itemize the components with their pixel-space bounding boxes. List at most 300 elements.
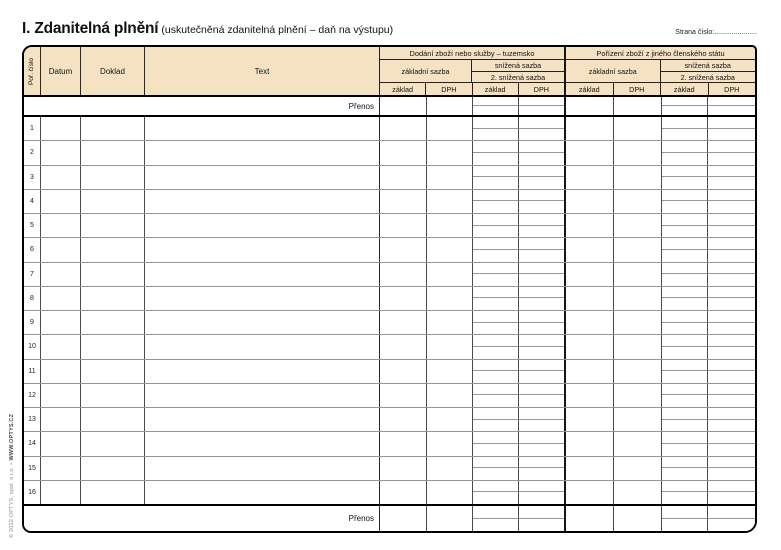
cell-reduced-pair (473, 360, 564, 383)
cell-document (81, 141, 145, 164)
row-values (380, 287, 755, 310)
cell-reduced-base (662, 190, 709, 202)
cell-document (81, 311, 145, 334)
cell-basic-vat (427, 190, 474, 213)
header-row-number-label: Poř. číslo (28, 57, 36, 85)
cell-date (41, 432, 81, 455)
cell-second-reduced-vat (708, 298, 755, 310)
subheader-base: základ (473, 83, 519, 95)
row-values (380, 190, 755, 213)
group-title-eu: Pořízení zboží z jiného členského státu (566, 47, 755, 60)
group-title-domestic: Dodání zboží nebo služby – tuzemsko (380, 47, 564, 60)
cell-date (41, 384, 81, 407)
cell-reduced-pair (662, 214, 756, 237)
cell-basic-base (380, 117, 427, 140)
table-row (24, 311, 755, 335)
cell-date (41, 287, 81, 310)
cell-basic-base (566, 360, 614, 383)
cell-reduced-vat (708, 481, 755, 493)
cell-date (41, 481, 81, 504)
cell-date (41, 190, 81, 213)
value-group-domestic (380, 117, 566, 140)
carry-forward-row-top (24, 97, 755, 117)
cell-basic-base (566, 481, 614, 504)
cell-second-reduced-vat (519, 347, 565, 359)
row-values (380, 214, 755, 237)
cell-basic-vat (614, 311, 662, 334)
second-reduced-rate-label: 2. snížená sazba (680, 72, 735, 82)
cell-text (145, 238, 380, 261)
cell-second-reduced-vat (519, 106, 565, 115)
cell-basic-base (380, 311, 427, 334)
form-table (22, 45, 757, 533)
cell-basic-base (566, 214, 614, 237)
cell-second-reduced-vat (519, 274, 565, 286)
cell-reduced-base (473, 263, 519, 275)
cell-text (145, 117, 380, 140)
cell-second-reduced-vat (708, 226, 755, 238)
row-number: 13 (24, 408, 41, 431)
cell-second-reduced-vat (708, 153, 755, 165)
carry-forward-label: Přenos (24, 97, 380, 115)
table-row (24, 141, 755, 165)
value-group-domestic (380, 97, 566, 115)
row-values (380, 238, 755, 261)
header-document: Doklad (81, 47, 145, 95)
cell-second-reduced-base (473, 274, 519, 286)
cell-basic-base (380, 214, 427, 237)
cell-reduced-vat (708, 432, 755, 444)
cell-second-reduced-vat (519, 371, 565, 383)
header-row-number (24, 47, 41, 95)
cell-basic-base (566, 457, 614, 480)
row-number: 8 (24, 287, 41, 310)
cell-reduced-base (662, 360, 709, 372)
cell-second-reduced-vat (708, 519, 755, 532)
table-header (24, 47, 755, 97)
value-group-domestic (380, 481, 566, 504)
cell-second-reduced-vat (708, 323, 755, 335)
cell-reduced-pair (662, 481, 756, 504)
cell-basic-base (380, 141, 427, 164)
cell-reduced-base (473, 117, 519, 129)
cell-reduced-vat (519, 506, 565, 519)
subheader-columns (380, 83, 564, 95)
cell-basic-base (380, 457, 427, 480)
cell-reduced-base (473, 141, 519, 153)
cell-date (41, 311, 81, 334)
basic-rate-label: základní sazba (380, 60, 472, 82)
cell-second-reduced-base (662, 177, 709, 189)
cell-reduced-pair (473, 214, 564, 237)
cell-reduced-vat (708, 263, 755, 275)
reduced-rate-label: snížená sazba (472, 60, 564, 72)
cell-basic-base (566, 506, 614, 531)
cell-basic-base (380, 384, 427, 407)
cell-text (145, 190, 380, 213)
cell-reduced-base (662, 432, 709, 444)
row-number: 11 (24, 360, 41, 383)
row-values (380, 263, 755, 286)
cell-second-reduced-base (473, 468, 519, 480)
cell-reduced-base (662, 117, 709, 129)
cell-basic-base (566, 408, 614, 431)
cell-document (81, 335, 145, 358)
value-group-domestic (380, 335, 566, 358)
cell-text (145, 481, 380, 504)
table-row (24, 214, 755, 238)
cell-second-reduced-base (473, 371, 519, 383)
carry-forward-values (380, 97, 755, 115)
table-row (24, 457, 755, 481)
cell-second-reduced-vat (519, 129, 565, 141)
cell-second-reduced-vat (519, 177, 565, 189)
cell-reduced-base (473, 166, 519, 178)
value-group-eu (566, 166, 755, 189)
cell-document (81, 384, 145, 407)
cell-second-reduced-vat (519, 492, 565, 504)
value-group-eu (566, 384, 755, 407)
cell-basic-base (380, 97, 427, 115)
cell-reduced-vat (519, 238, 565, 250)
cell-second-reduced-vat (708, 371, 755, 383)
value-group-eu (566, 457, 755, 480)
row-number: 7 (24, 263, 41, 286)
cell-date (41, 141, 81, 164)
cell-basic-base (566, 190, 614, 213)
group-rates-domestic (380, 60, 564, 83)
cell-reduced-pair (662, 506, 756, 531)
cell-date (41, 457, 81, 480)
value-group-domestic (380, 506, 566, 531)
cell-second-reduced-base (473, 226, 519, 238)
cell-second-reduced-base (473, 153, 519, 165)
cell-reduced-pair (473, 263, 564, 286)
cell-document (81, 238, 145, 261)
cell-text (145, 360, 380, 383)
cell-reduced-base (473, 432, 519, 444)
cell-basic-base (380, 432, 427, 455)
value-group-domestic (380, 141, 566, 164)
cell-basic-vat (427, 141, 474, 164)
cell-text (145, 263, 380, 286)
cell-second-reduced-vat (519, 395, 565, 407)
cell-reduced-base (662, 408, 709, 420)
value-group-eu (566, 432, 755, 455)
row-values (380, 408, 755, 431)
cell-second-reduced-base (662, 201, 709, 213)
cell-basic-vat (614, 214, 662, 237)
value-group-domestic (380, 166, 566, 189)
cell-second-reduced-vat (519, 201, 565, 213)
cell-basic-base (566, 166, 614, 189)
cell-basic-vat (614, 141, 662, 164)
cell-second-reduced-base (662, 129, 709, 141)
cell-date (41, 263, 81, 286)
cell-basic-base (380, 335, 427, 358)
value-group-eu (566, 408, 755, 431)
cell-basic-base (380, 238, 427, 261)
row-number: 2 (24, 141, 41, 164)
cell-basic-vat (427, 311, 474, 334)
cell-reduced-vat (519, 384, 565, 396)
cell-second-reduced-vat (519, 519, 565, 532)
cell-text (145, 408, 380, 431)
cell-basic-vat (427, 481, 474, 504)
row-number: 9 (24, 311, 41, 334)
value-group-eu (566, 190, 755, 213)
cell-second-reduced-base (473, 395, 519, 407)
cell-reduced-vat (708, 117, 755, 129)
cell-basic-vat (614, 481, 662, 504)
cell-second-reduced-vat (708, 468, 755, 480)
cell-basic-vat (427, 263, 474, 286)
page-title (22, 20, 393, 38)
table-row (24, 335, 755, 359)
cell-second-reduced-base (473, 323, 519, 335)
header-group-domestic (380, 47, 566, 95)
cell-second-reduced-base (473, 347, 519, 359)
cell-basic-base (566, 311, 614, 334)
value-group-eu (566, 311, 755, 334)
table-row (24, 117, 755, 141)
website-text: WWW.OPTYS.CZ (9, 413, 15, 461)
cell-basic-vat (614, 166, 662, 189)
cell-reduced-base (662, 481, 709, 493)
cell-second-reduced-vat (708, 347, 755, 359)
subheader-vat: DPH (426, 83, 472, 95)
cell-reduced-vat (519, 263, 565, 275)
cell-basic-base (566, 335, 614, 358)
cell-basic-vat (427, 117, 474, 140)
subheader-base: základ (661, 83, 709, 95)
cell-reduced-base (473, 506, 519, 519)
bullet-separator: • (9, 462, 15, 465)
value-group-domestic (380, 214, 566, 237)
row-values (380, 141, 755, 164)
cell-second-reduced-vat (708, 492, 755, 504)
reduced-rates (472, 60, 564, 82)
cell-basic-base (566, 238, 614, 261)
header-date: Datum (41, 47, 81, 95)
cell-date (41, 360, 81, 383)
cell-second-reduced-base (662, 226, 709, 238)
cell-document (81, 432, 145, 455)
cell-reduced-vat (708, 335, 755, 347)
cell-reduced-vat (519, 214, 565, 226)
cell-reduced-pair (662, 263, 756, 286)
cell-text (145, 287, 380, 310)
cell-reduced-base (473, 311, 519, 323)
cell-reduced-pair (473, 335, 564, 358)
cell-date (41, 117, 81, 140)
row-values (380, 481, 755, 504)
cell-reduced-vat (708, 408, 755, 420)
cell-text (145, 214, 380, 237)
cell-basic-base (380, 360, 427, 383)
cell-reduced-pair (473, 311, 564, 334)
cell-reduced-vat (519, 117, 565, 129)
cell-reduced-base (662, 311, 709, 323)
cell-basic-vat (427, 432, 474, 455)
cell-basic-vat (614, 97, 662, 115)
cell-reduced-pair (473, 384, 564, 407)
carry-forward-label: Přenos (24, 506, 380, 531)
cell-basic-vat (427, 360, 474, 383)
cell-second-reduced-base (662, 395, 709, 407)
cell-date (41, 335, 81, 358)
cell-reduced-pair (662, 335, 756, 358)
cell-document (81, 263, 145, 286)
table-row (24, 166, 755, 190)
cell-reduced-base (662, 384, 709, 396)
cell-text (145, 432, 380, 455)
cell-text (145, 166, 380, 189)
cell-reduced-vat (708, 287, 755, 299)
value-group-domestic (380, 457, 566, 480)
row-values (380, 311, 755, 334)
cell-document (81, 214, 145, 237)
cell-second-reduced-vat (519, 323, 565, 335)
cell-basic-vat (614, 506, 662, 531)
cell-basic-base (380, 166, 427, 189)
cell-reduced-base (662, 457, 709, 469)
cell-reduced-vat (519, 141, 565, 153)
cell-second-reduced-base (662, 492, 709, 504)
cell-reduced-base (662, 335, 709, 347)
cell-text (145, 335, 380, 358)
cell-reduced-vat (519, 335, 565, 347)
cell-text (145, 311, 380, 334)
cell-reduced-pair (473, 117, 564, 140)
cell-reduced-pair (662, 141, 756, 164)
cell-reduced-pair (473, 287, 564, 310)
cell-reduced-vat (519, 457, 565, 469)
cell-document (81, 481, 145, 504)
cell-basic-base (380, 263, 427, 286)
cell-reduced-vat (708, 311, 755, 323)
cell-reduced-pair (473, 408, 564, 431)
cell-basic-vat (427, 457, 474, 480)
cell-basic-base (380, 481, 427, 504)
cell-document (81, 117, 145, 140)
cell-basic-base (566, 432, 614, 455)
row-number: 10 (24, 335, 41, 358)
cell-basic-base (566, 384, 614, 407)
cell-basic-base (566, 141, 614, 164)
row-number: 14 (24, 432, 41, 455)
value-group-domestic (380, 287, 566, 310)
cell-reduced-pair (473, 432, 564, 455)
cell-reduced-base (662, 263, 709, 275)
cell-reduced-vat (519, 432, 565, 444)
value-group-domestic (380, 190, 566, 213)
value-group-domestic (380, 311, 566, 334)
cell-reduced-vat (519, 190, 565, 202)
table-row (24, 263, 755, 287)
cell-basic-vat (614, 263, 662, 286)
cell-basic-base (566, 97, 614, 115)
subheader-vat: DPH (533, 84, 549, 94)
subheader-columns (566, 83, 755, 95)
cell-basic-vat (427, 97, 474, 115)
row-number: 6 (24, 238, 41, 261)
cell-reduced-vat (519, 287, 565, 299)
cell-second-reduced-base (662, 347, 709, 359)
cell-basic-vat (614, 432, 662, 455)
cell-basic-base (380, 287, 427, 310)
cell-second-reduced-base (473, 177, 519, 189)
row-number: 12 (24, 384, 41, 407)
cell-second-reduced-base (662, 153, 709, 165)
cell-basic-base (380, 190, 427, 213)
cell-second-reduced-vat (708, 177, 755, 189)
page-top-bar (22, 20, 757, 38)
cell-reduced-pair (662, 190, 756, 213)
subheader-vat: DPH (724, 84, 740, 94)
data-rows (24, 117, 755, 504)
subheader-base: základ (566, 83, 614, 95)
row-values (380, 432, 755, 455)
cell-basic-base (380, 408, 427, 431)
cell-reduced-base (473, 384, 519, 396)
cell-reduced-base (662, 238, 709, 250)
cell-reduced-vat (708, 360, 755, 372)
cell-reduced-base (662, 506, 709, 519)
cell-reduced-pair (473, 506, 564, 531)
cell-basic-vat (614, 117, 662, 140)
basic-rate-label: základní sazba (566, 60, 661, 82)
cell-second-reduced-base (662, 274, 709, 286)
row-number: 4 (24, 190, 41, 213)
cell-document (81, 287, 145, 310)
group-rates-eu (566, 60, 755, 83)
cell-basic-vat (427, 214, 474, 237)
cell-second-reduced-base (662, 106, 709, 115)
cell-basic-vat (614, 360, 662, 383)
cell-second-reduced-vat (708, 250, 755, 262)
cell-second-reduced-vat (708, 129, 755, 141)
header-group-eu (566, 47, 755, 95)
cell-second-reduced-base (662, 468, 709, 480)
value-group-eu (566, 360, 755, 383)
cell-basic-base (380, 506, 427, 531)
value-group-eu (566, 238, 755, 261)
cell-basic-base (566, 117, 614, 140)
cell-basic-base (566, 263, 614, 286)
table-row (24, 481, 755, 504)
cell-basic-vat (427, 506, 474, 531)
cell-reduced-pair (662, 97, 756, 115)
cell-second-reduced-base (473, 201, 519, 213)
table-row (24, 287, 755, 311)
value-group-domestic (380, 238, 566, 261)
form-title: I. Zdanitelná plnění (22, 20, 159, 37)
cell-basic-vat (427, 335, 474, 358)
cell-second-reduced-vat (519, 153, 565, 165)
cell-reduced-base (473, 335, 519, 347)
cell-date (41, 166, 81, 189)
cell-reduced-base (662, 141, 709, 153)
cell-second-reduced-vat (519, 420, 565, 432)
cell-reduced-vat (708, 97, 755, 106)
table-row (24, 408, 755, 432)
row-number: 15 (24, 457, 41, 480)
cell-reduced-pair (473, 481, 564, 504)
cell-reduced-pair (473, 238, 564, 261)
row-values (380, 457, 755, 480)
reduced-rate-label: snížená sazba (661, 60, 756, 72)
